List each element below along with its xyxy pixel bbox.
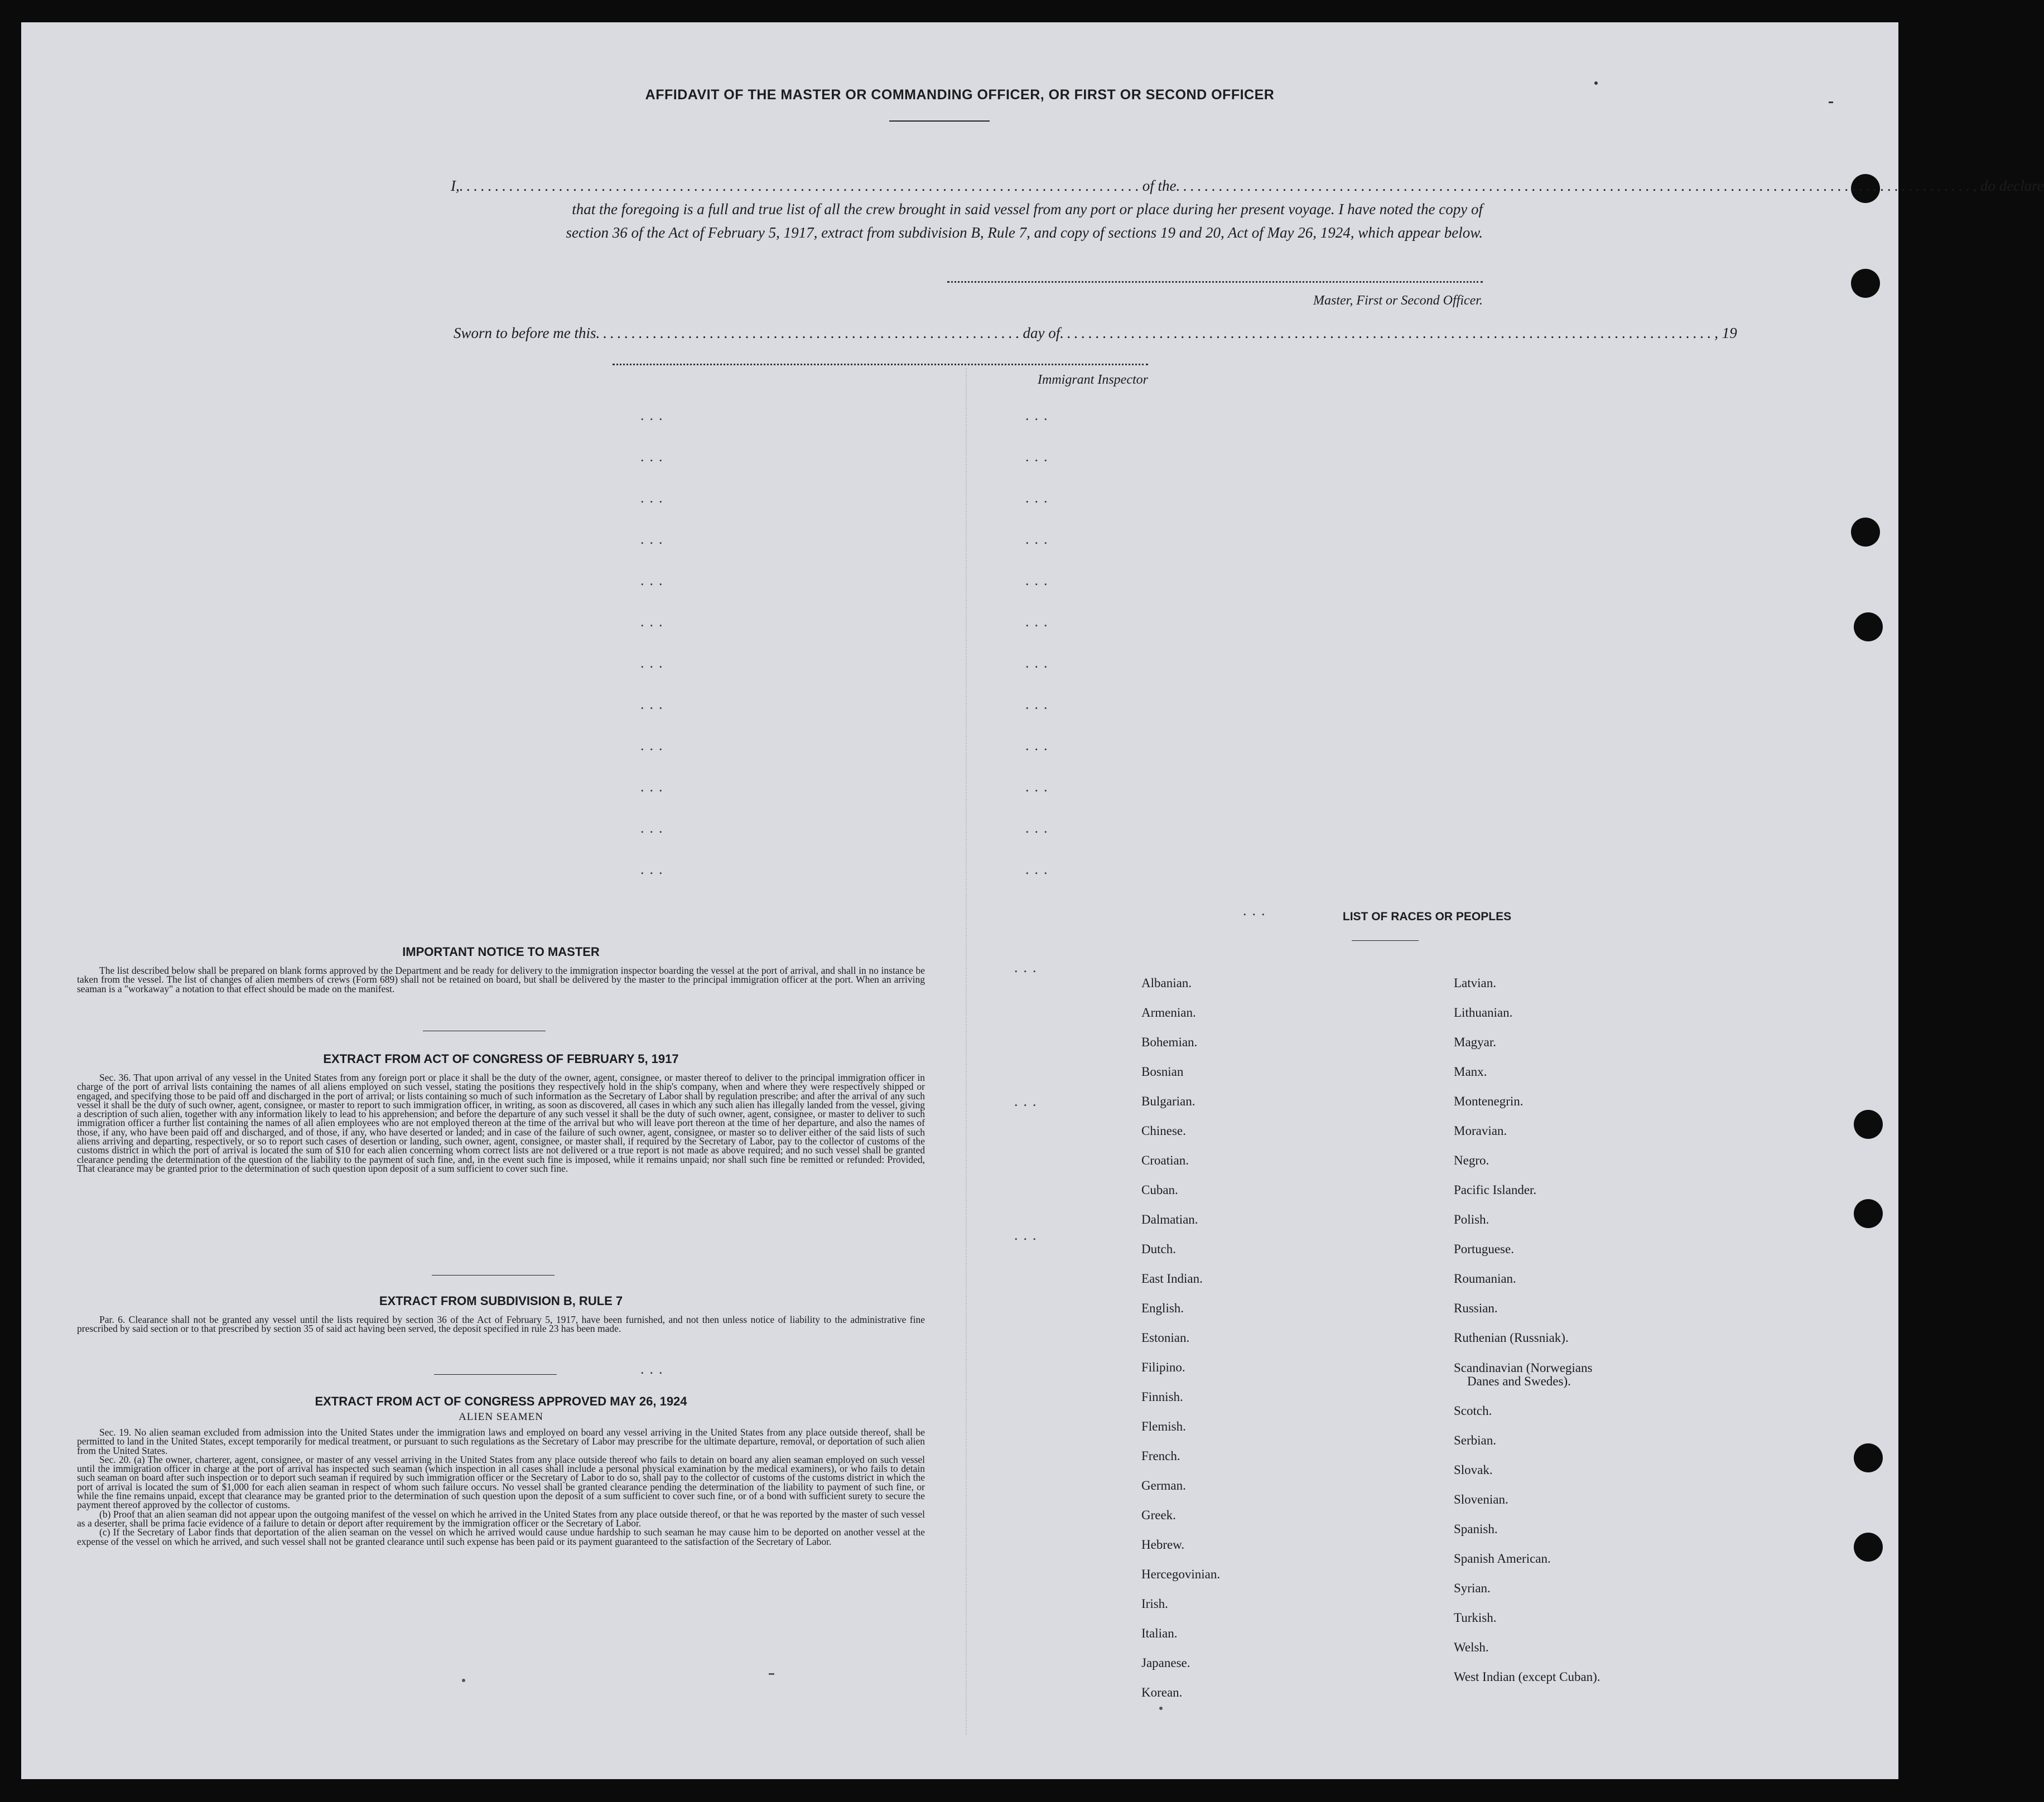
race-item: Ruthenian (Russniak). bbox=[1454, 1331, 1569, 1345]
ghost-dots: ... bbox=[640, 1361, 668, 1377]
punch-hole bbox=[1854, 1199, 1883, 1228]
affidavit-title: AFFIDAVIT OF THE MASTER OR COMMANDING OFFICER, OR FIRST OR SECOND OFFICER bbox=[645, 87, 1275, 103]
race-item: Korean. bbox=[1141, 1685, 1183, 1699]
race-item: Chinese. bbox=[1141, 1124, 1186, 1138]
section-rule bbox=[432, 1275, 555, 1276]
ghost-dots: ... bbox=[1025, 779, 1053, 795]
race-item: French. bbox=[1141, 1449, 1180, 1463]
race-item: Slovak. bbox=[1454, 1463, 1493, 1477]
ghost-dots: ... bbox=[640, 407, 668, 423]
ghost-dots: ... bbox=[1025, 490, 1053, 506]
ghost-dots: ... bbox=[1025, 572, 1053, 588]
ghost-dots: ... bbox=[1025, 861, 1053, 877]
inspector-label: Immigrant Inspector bbox=[1038, 373, 1148, 387]
ghost-dots: ... bbox=[640, 490, 668, 506]
month-blank[interactable]: ............................................................................................ bbox=[1060, 325, 1715, 341]
race-item: Danes and Swedes). bbox=[1467, 1374, 1571, 1388]
notice-text bbox=[77, 966, 925, 993]
affidavit-line3: section 36 of the Act of February 5, 1917, extract from subdivision B, Rule 7, and copy of sections 19 and 20, Act of May 26, 1924, which appear below. bbox=[566, 224, 1483, 241]
ghost-dots: ... bbox=[1014, 959, 1042, 975]
sec19-paragraph: Sec. 19. No alien seaman excluded from admission into the United States under the immigration laws and employed on board any vessel arriving in the United States from any place outside thereof, shall be permitted to land in the United States, except temporarily for medical treatment, or pursuant to such regulations as the Secretary of Labor may prescribe for the ultimate departure, removal, or deportation of such alien from the United States. bbox=[77, 1427, 925, 1456]
ghost-dots: ... bbox=[1025, 407, 1053, 423]
signature-line[interactable] bbox=[947, 281, 1483, 283]
race-item: Spanish American. bbox=[1454, 1552, 1551, 1566]
ghost-dots: ... bbox=[1025, 820, 1053, 836]
race-item: German. bbox=[1141, 1479, 1186, 1492]
race-item: Bohemian. bbox=[1141, 1035, 1198, 1049]
ghost-dots: ... bbox=[640, 861, 668, 877]
race-item: Cuban. bbox=[1141, 1183, 1178, 1197]
race-item: Polish. bbox=[1454, 1212, 1489, 1226]
race-item: East Indian. bbox=[1141, 1272, 1203, 1286]
ghost-dots: ... bbox=[1025, 696, 1053, 712]
race-item: Hercegovinian. bbox=[1141, 1567, 1221, 1581]
punch-hole bbox=[1851, 269, 1880, 298]
extract-1924-title: EXTRACT FROM ACT OF CONGRESS APPROVED MAY 26, 1924 bbox=[315, 1394, 687, 1408]
punch-hole bbox=[1854, 1110, 1883, 1139]
punch-hole bbox=[1854, 612, 1883, 641]
race-item: Greek. bbox=[1141, 1508, 1176, 1522]
extract-1917-title: EXTRACT FROM ACT OF CONGRESS OF FEBRUARY 5, 1917 bbox=[323, 1052, 679, 1066]
ghost-dots: ... bbox=[1025, 531, 1053, 547]
of-the-label: of the bbox=[1142, 177, 1177, 194]
race-item: Serbian. bbox=[1454, 1433, 1497, 1447]
race-item: Moravian. bbox=[1454, 1124, 1507, 1138]
rule7-text bbox=[77, 1315, 925, 1334]
ghost-dots: ... bbox=[640, 572, 668, 588]
affidavit-i-label: I, bbox=[451, 177, 460, 194]
races-title-rule bbox=[1352, 940, 1419, 941]
speck bbox=[769, 1673, 774, 1675]
ghost-dots: ... bbox=[1025, 448, 1053, 465]
year-label: , 19 bbox=[1714, 325, 1737, 341]
ghost-dots: ... bbox=[1025, 613, 1053, 630]
day-blank[interactable]: ............................................................ bbox=[596, 325, 1023, 341]
fold-line bbox=[966, 368, 967, 1735]
race-item: Magyar. bbox=[1454, 1035, 1497, 1049]
race-item: Italian. bbox=[1141, 1626, 1178, 1640]
ghost-dots: ... bbox=[1025, 655, 1053, 671]
sec36-paragraph: Sec. 36. That upon arrival of any vessel in the United States from any foreign port or place it shall be the duty of the owner, agent, consignee, or master thereof to deliver to the principal immigration officer in charge of the port of arrival lists containing the names of all aliens employed on such vessel, stating the positions they respectively hold in the ship's company, when and where they were respectively shipped or engaged, and specifying those to be paid off and discharged in the port of arrival; or lists containing so much of such information as the Secretary of Labor shall by regulation prescribe; and after the arrival of any such vessel it shall be the duty of such owner, agent, consignee, or master to report to such immigration officer, in writing, as soon as discovered, all cases in which any such alien has illegally landed from the vessel, giving a description of such alien, together with any information likely to lead to his apprehension; and before the departure of any such vessel it shall be the duty of such owner, agent, consignee, or master to deliver to such immigration officer a further list containing the names of all alien employees who are not employed thereon at the time of the arrival but who will leave port thereon at the time of her departure, and also the names of those, if any, who have been paid off and discharged, and of those, if any, who have deserted or landed; and in case of the failure of such owner, agent, consignee, or master so to deliver either of the said lists of such aliens arriving and departing, respectively, or so to report such cases of desertion or landing, such owner, agent, consignee, or master shall, if required by the Secretary of Labor, pay to the collector of customs of the customs district in which the port of arrival is located the sum of $10 for each alien concerning whom correct lists are not delivered or a true report is not made as above required; and no such vessel shall be granted clearance pending the determination of the question of the liability to the payment of such fine, and, in the event such fine is imposed, while it remains unpaid; nor shall such fine be remitted or refunded: Provided, That clearance may be granted prior to the determination of such question upon deposit of a sum sufficient to cover such fine. bbox=[77, 1072, 925, 1174]
title-rule bbox=[889, 120, 990, 122]
race-item: Bosnian bbox=[1141, 1065, 1184, 1079]
race-item: Flemish. bbox=[1141, 1419, 1186, 1433]
race-item: Scandinavian (Norwegians bbox=[1454, 1361, 1593, 1375]
sec20a-paragraph: Sec. 20. (a) The owner, charterer, agent, consignee, or master of any vessel arriving in the United States from any place outside thereof who fails to detain on board any alien seaman employed on such vessel until the immigration officer in charge at the port of arrival has inspected such seaman (which inspection in all cases shall include a personal physical examination by the medical examiners), or who fails to detain such seaman on board after such inspection or to deport such seaman if required by such immigration officer or the Secretary of Labor to do so, shall pay to the collector of customs of the customs district in which the port of arrival is located the sum of $1,000 for each alien seaman in respect of whom such failure occurs. No vessel shall be granted clearance pending the determination of the liability to payment of such fine, or while the fine remains unpaid, except that clearance may be granted prior to the determination of such question upon the deposit of a sum sufficient to cover such fine, or of a bond with sufficient surety to secure the payment thereof approved by the collector of customs. bbox=[77, 1453, 925, 1511]
race-item: Dalmatian. bbox=[1141, 1212, 1198, 1226]
race-item: Turkish. bbox=[1454, 1611, 1497, 1625]
affidavit-line2: that the foregoing is a full and true list of all the crew brought in said vessel from any port or place during her present voyage. I have noted the copy of bbox=[572, 201, 1483, 218]
race-item: Syrian. bbox=[1454, 1581, 1491, 1595]
sworn-prefix: Sworn to before me this bbox=[454, 325, 596, 341]
race-item: Bulgarian. bbox=[1141, 1094, 1195, 1108]
race-item: Roumanian. bbox=[1454, 1272, 1516, 1286]
race-item: Negro. bbox=[1454, 1153, 1489, 1167]
punch-hole bbox=[1854, 1533, 1883, 1562]
form-sheet bbox=[21, 22, 2044, 1779]
section-rule bbox=[434, 1374, 557, 1375]
day-of-label: day of bbox=[1023, 325, 1060, 341]
vessel-blank[interactable]: ................................................................................................................ bbox=[1176, 177, 1973, 194]
sec20c-paragraph: (c) If the Secretary of Labor finds that deportation of the alien seaman on the vessel on which he arrived would cause undue hardship to such seaman he may cause him to be deported on another vessel at the expense of the vessel on which he arrived, and such vessel shall not be granted clearance until such expense has been paid or its payment guaranteed to the satisfaction of the Secretary of Labor. bbox=[77, 1526, 925, 1547]
race-item: Russian. bbox=[1454, 1301, 1498, 1315]
race-item: Irish. bbox=[1141, 1597, 1168, 1611]
declare-label: , do declare bbox=[1973, 177, 2044, 194]
race-item: Slovenian. bbox=[1454, 1492, 1508, 1506]
extract-1917-text bbox=[77, 1073, 925, 1173]
race-item: Croatian. bbox=[1141, 1153, 1189, 1167]
ghost-dots: ... bbox=[640, 696, 668, 712]
punch-hole bbox=[1854, 1443, 1883, 1472]
ghost-dots: ... bbox=[640, 737, 668, 753]
ghost-dots: ... bbox=[640, 655, 668, 671]
speck bbox=[462, 1679, 465, 1682]
race-item: Finnish. bbox=[1141, 1390, 1183, 1404]
extract-1924-text bbox=[77, 1428, 925, 1546]
race-item: Welsh. bbox=[1454, 1640, 1489, 1654]
race-item: Scotch. bbox=[1454, 1404, 1492, 1418]
ghost-dots: ... bbox=[1025, 737, 1053, 753]
race-item: Latvian. bbox=[1454, 976, 1496, 990]
race-item: Albanian. bbox=[1141, 976, 1192, 990]
speck bbox=[1829, 102, 1833, 103]
alien-seamen-subtitle: ALIEN SEAMEN bbox=[459, 1411, 543, 1423]
ghost-dots: ... bbox=[1014, 1093, 1042, 1109]
signature-label: Master, First or Second Officer. bbox=[1313, 293, 1483, 308]
race-item: Spanish. bbox=[1454, 1522, 1498, 1536]
sworn-line bbox=[454, 321, 1737, 345]
inspector-line[interactable] bbox=[613, 364, 1148, 365]
name-blank[interactable]: ................................................................................................ bbox=[459, 177, 1142, 194]
ghost-dots: ... bbox=[640, 779, 668, 795]
par6-paragraph: Par. 6. Clearance shall not be granted any vessel until the lists required by section 36 of the Act of February 5, 1917, have been furnished, and not then unless notice of liability to the administrative fine prescribed by said section or to that prescribed by section 35 of said act having been served, the deposit specified in rule 23 has been made. bbox=[77, 1314, 925, 1335]
ghost-dots: ... bbox=[640, 613, 668, 630]
race-item: Estonian. bbox=[1141, 1331, 1190, 1345]
race-item: West Indian (except Cuban). bbox=[1454, 1670, 1601, 1684]
race-item: Lithuanian. bbox=[1454, 1006, 1513, 1020]
punch-hole bbox=[1851, 518, 1880, 547]
speck bbox=[1159, 1707, 1163, 1710]
ghost-dots: ... bbox=[640, 531, 668, 547]
race-item: Montenegrin. bbox=[1454, 1094, 1524, 1108]
race-item: Armenian. bbox=[1141, 1006, 1196, 1020]
affidavit-line1 bbox=[451, 174, 2044, 197]
race-item: Hebrew. bbox=[1141, 1538, 1185, 1552]
speck bbox=[1594, 81, 1598, 85]
ghost-dots: ... bbox=[640, 820, 668, 836]
races-title: LIST OF RACES OR PEOPLES bbox=[1342, 910, 1512, 923]
race-item: English. bbox=[1141, 1301, 1184, 1315]
ghost-dots: ... bbox=[640, 448, 668, 465]
race-item: Manx. bbox=[1454, 1065, 1487, 1079]
race-item: Dutch. bbox=[1141, 1242, 1176, 1256]
race-item: Japanese. bbox=[1141, 1656, 1190, 1670]
ghost-dots: ... bbox=[1014, 1227, 1042, 1243]
ghost-dots: ... bbox=[1243, 902, 1271, 919]
race-item: Filipino. bbox=[1141, 1360, 1185, 1374]
rule7-title: EXTRACT FROM SUBDIVISION B, RULE 7 bbox=[379, 1294, 623, 1308]
race-item: Portuguese. bbox=[1454, 1242, 1514, 1256]
race-item: Pacific Islander. bbox=[1454, 1183, 1537, 1197]
notice-title: IMPORTANT NOTICE TO MASTER bbox=[402, 945, 600, 959]
notice-paragraph: The list described below shall be prepared on blank forms approved by the Department and be ready for delivery to the immigration inspector boarding the vessel at the port of arrival, and shall in no instance be taken from the vessel. The list of changes of alien members of crews (Form 689) shall not be retained on board, but shall be delivered by the master to the principal immigration officer at the port. When an arriving seaman is a "workaway" a notation to that effect should be made on the manifest. bbox=[77, 965, 925, 994]
sec20b-paragraph: (b) Proof that an alien seaman did not appear upon the outgoing manifest of the vessel on which he arrived in the United States from any place outside thereof, or that he was reported by the master of such vessel as a deserter, shall be prima facie evidence of a failure to detain or deport after requirement by the immigration officer or the Secretary of Labor. bbox=[77, 1508, 925, 1529]
